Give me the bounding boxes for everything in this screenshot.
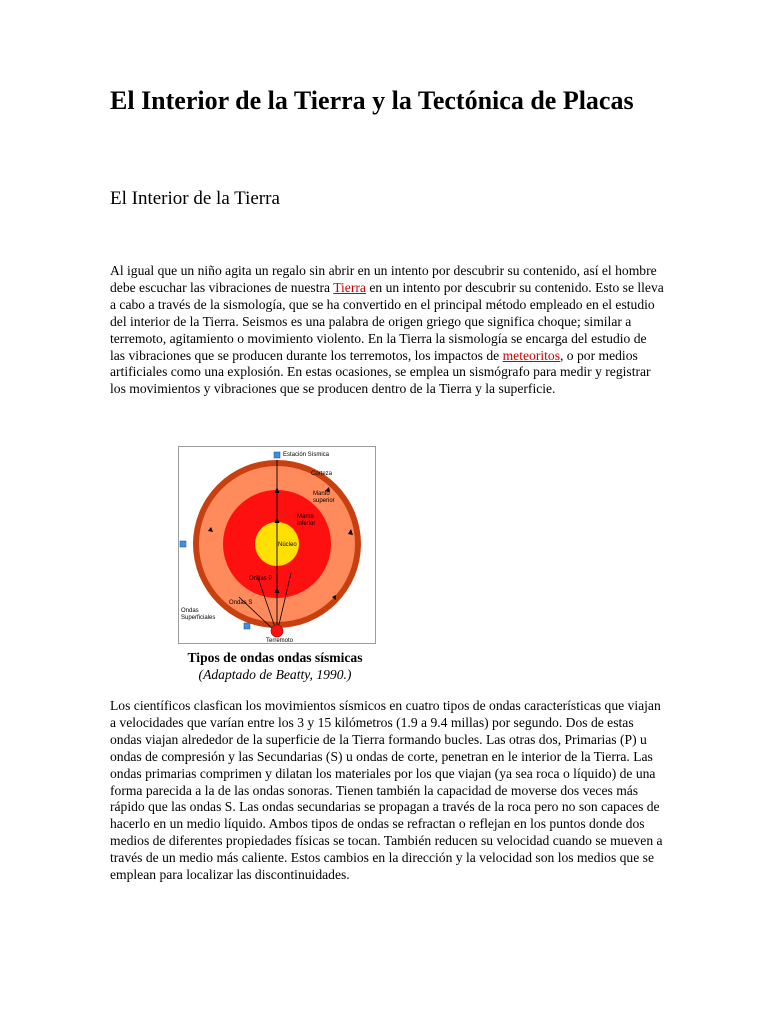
label-ondas-s: Ondas S bbox=[229, 600, 253, 606]
link-meteoritos[interactable]: meteoritos bbox=[502, 347, 560, 363]
label-ondas-sup-2: Superficiales bbox=[181, 615, 216, 621]
label-nucleo: Núcleo bbox=[278, 542, 297, 548]
figure-caption bbox=[110, 649, 440, 683]
station-top bbox=[274, 452, 280, 458]
label-manto-superior-2: superior bbox=[313, 498, 335, 504]
earth-interior-figure bbox=[178, 446, 376, 644]
label-ondas-p: Ondas P bbox=[249, 576, 273, 582]
link-tierra[interactable]: Tierra bbox=[333, 279, 366, 295]
intro-text-c: , o por medios artificiales como una explosión. En estas ocasiones, se emplea un sismógrafo para medir y registrar los movimientos y vibraciones que se producen dentro de la Tierra y la superficie. bbox=[110, 347, 651, 397]
label-terremoto: Terremoto bbox=[266, 638, 294, 643]
caption-title: Tipos de ondas ondas sísmicas bbox=[187, 650, 363, 665]
label-ondas-sup-1: Ondas bbox=[181, 608, 199, 614]
intro-text-a: Al igual que un niño agita un regalo sin abrir en un intento por descubrir su contenido, así el hombre debe escuchar las vibraciones de nuestra bbox=[110, 263, 657, 295]
station-left bbox=[180, 541, 186, 547]
page-title: El Interior de la Tierra y la Tectónica de Placas bbox=[110, 86, 634, 115]
caption-source: (Adaptado de Beatty, 1990.) bbox=[198, 667, 352, 682]
earth-interior-diagram bbox=[179, 447, 375, 643]
label-manto-inferior-1: Manto bbox=[297, 514, 314, 520]
section-heading: El Interior de la Tierra bbox=[110, 188, 280, 209]
intro-text-b: en un intento por descubrir su contenido. Esto se lleva a cabo a través de la sismología, que se ha convertido en el principal método empleado en el estudio del interior de la Tierra. Seismos es una palabra de origen griego que significa choque; similar a terremoto, agitamiento o movimiento violento. En la Tierra la sismología se encarga del estudio de las vibraciones que se producen durante los terremotos, los impactos de bbox=[110, 279, 664, 363]
label-manto-superior-1: Manto bbox=[313, 491, 330, 497]
intro-paragraph bbox=[110, 263, 665, 398]
waves-paragraph: Los científicos clasfican los movimientos sísmicos en cuatro tipos de ondas características que viajan a velocidades que varían entre los 3 y 15 kilómetros (1.9 a 9.4 millas) por segundo. Dos de estas ondas viajan alrededor de la superficie de la Tierra formando bucles. Las otras dos, Primarias (P) u ondas de compresión y las Secundarias (S) u ondas de corte, penetran en le interior de la Tierra. Las ondas primarias comprimen y dilatan los materiales por los que viajan (ya sea roca o líquido) de una forma parecida a la de las ondas sonoras. Tienen también la capacidad de moverse dos veces más rápido que las ondas S. Las ondas secundarias se propagan a través de la roca pero no son capaces de hacerlo en un medio líquido. Ambos tipos de ondas se refractan o reflejan en los puntos donde dos medios de diferentes propiedades físicas se tocan. También reducen su velocidad cuando se mueven a través de un medio más caliente. Estos cambios en la dirección y la velocidad son los medios que se emplean para localizar las discontinuidades. bbox=[110, 698, 663, 883]
label-corteza: Corteza bbox=[311, 471, 333, 477]
label-estacion: Estación Sísmica bbox=[283, 452, 330, 458]
earthquake-marker bbox=[271, 625, 283, 637]
label-manto-inferior-2: inferior bbox=[297, 521, 316, 527]
station-bottom-left bbox=[244, 623, 250, 629]
